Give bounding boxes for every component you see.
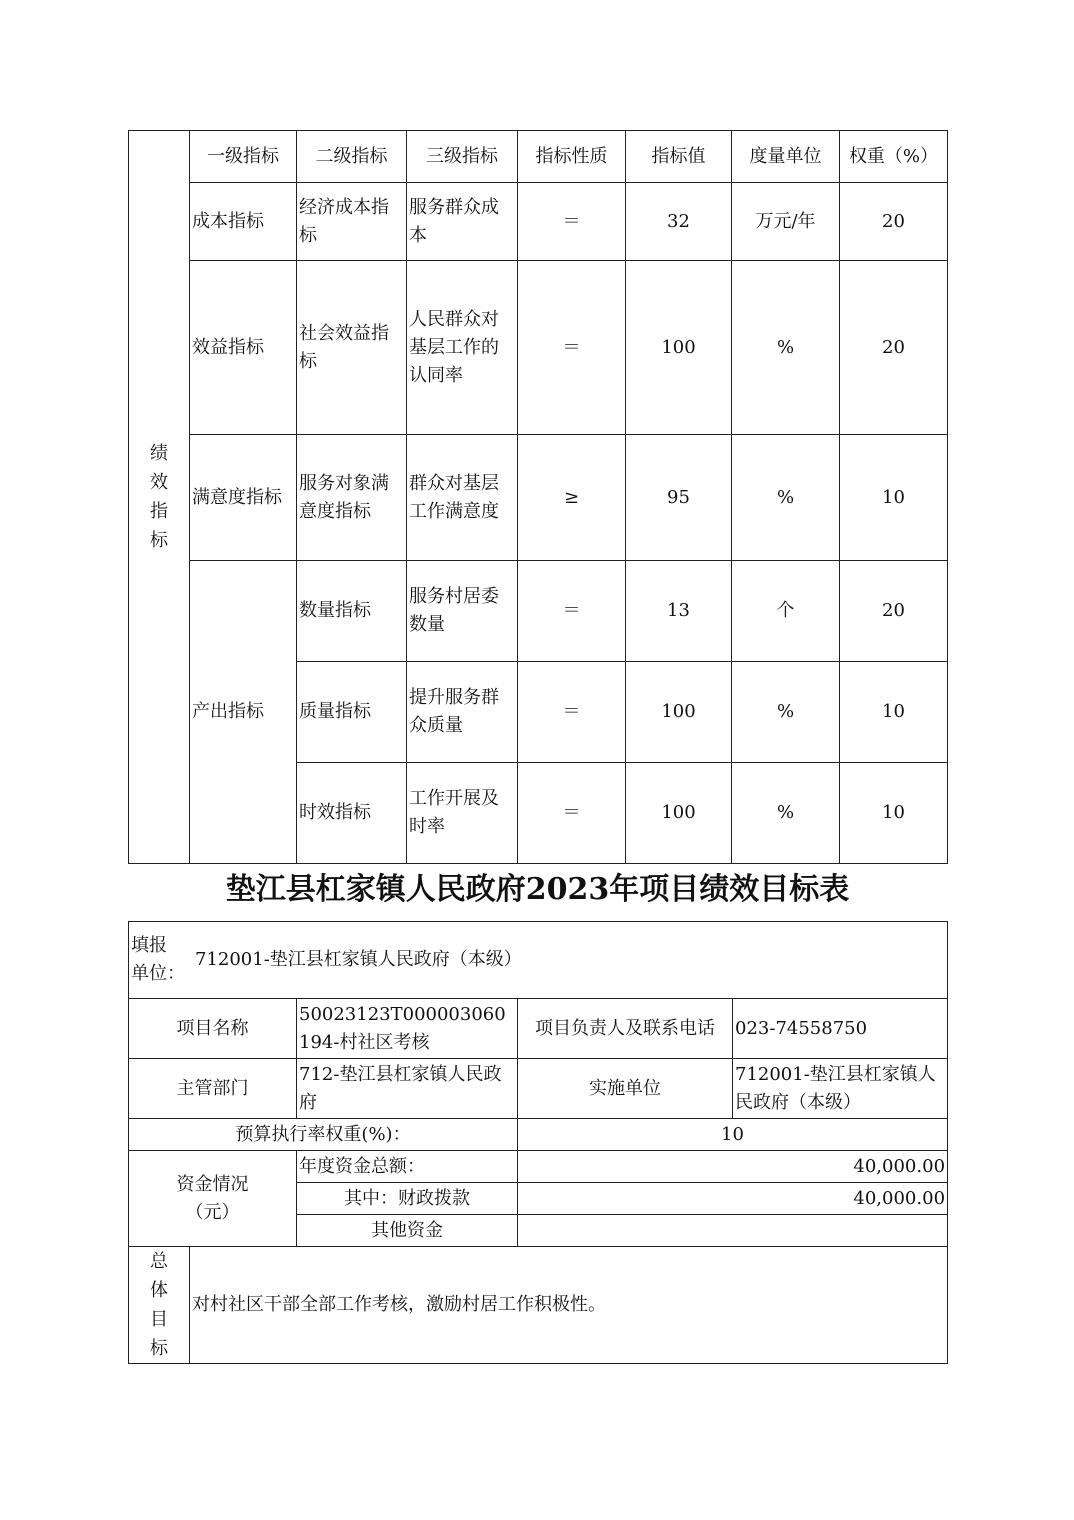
goal-label: 总 体 目 标 bbox=[129, 1247, 190, 1364]
row-level3: 人民群众对基层工作的认同率 bbox=[407, 261, 518, 435]
row-level3: 服务村居委数量 bbox=[407, 561, 518, 662]
impl-label: 实施单位 bbox=[518, 1059, 733, 1119]
row-level3: 服务群众成本 bbox=[407, 183, 518, 261]
row-level1: 产出指标 bbox=[190, 561, 297, 864]
row-level3: 工作开展及时率 bbox=[407, 763, 518, 864]
header-value: 指标值 bbox=[626, 131, 732, 183]
impl-value: 712001-垫江县杠家镇人民政府（本级） bbox=[733, 1059, 948, 1119]
row-level2: 数量指标 bbox=[297, 561, 407, 662]
header-unit: 度量单位 bbox=[732, 131, 840, 183]
project-name-label: 项目名称 bbox=[129, 999, 297, 1059]
row-nature: ＝ bbox=[518, 183, 626, 261]
row-level3: 提升服务群众质量 bbox=[407, 662, 518, 763]
row-weight: 10 bbox=[840, 662, 948, 763]
header-nature: 指标性质 bbox=[518, 131, 626, 183]
row-weight: 10 bbox=[840, 763, 948, 864]
row-unit: % bbox=[732, 662, 840, 763]
row-level1: 效益指标 bbox=[190, 261, 297, 435]
other-funds-label: 其他资金 bbox=[297, 1215, 518, 1247]
row-unit: % bbox=[732, 435, 840, 561]
row-unit: 万元/年 bbox=[732, 183, 840, 261]
header-level1: 一级指标 bbox=[190, 131, 297, 183]
header-weight: 权重（%） bbox=[840, 131, 948, 183]
row-value: 100 bbox=[626, 763, 732, 864]
fiscal-value: 40,000.00 bbox=[518, 1183, 948, 1215]
row-level2: 服务对象满意度指标 bbox=[297, 435, 407, 561]
budget-rate-label: 预算执行率权重(%)： bbox=[129, 1119, 518, 1151]
row-nature: ＝ bbox=[518, 261, 626, 435]
fiscal-label: 其中：财政拨款 bbox=[297, 1183, 518, 1215]
performance-indicator-table bbox=[128, 130, 948, 864]
row-level1: 满意度指标 bbox=[190, 435, 297, 561]
row-nature: ≥ bbox=[518, 435, 626, 561]
table-row bbox=[129, 183, 948, 261]
fill-unit-value: 712001-垫江县杠家镇人民政府（本级） bbox=[195, 949, 522, 970]
annual-total-value: 40,000.00 bbox=[518, 1151, 948, 1183]
row-level2: 质量指标 bbox=[297, 662, 407, 763]
row-level2: 时效指标 bbox=[297, 763, 407, 864]
row-nature: ＝ bbox=[518, 763, 626, 864]
row-nature: ＝ bbox=[518, 662, 626, 763]
dept-label: 主管部门 bbox=[129, 1059, 297, 1119]
contact-value: 023-74558750 bbox=[733, 999, 948, 1059]
header-level3: 三级指标 bbox=[407, 131, 518, 183]
row-value: 100 bbox=[626, 662, 732, 763]
budget-rate-value: 10 bbox=[518, 1119, 948, 1151]
goal-value: 对村社区干部全部工作考核，激励村居工作积极性。 bbox=[190, 1247, 948, 1364]
funds-label: 资金情况 （元） bbox=[129, 1151, 297, 1247]
row-nature: ＝ bbox=[518, 561, 626, 662]
dept-value: 712-垫江县杠家镇人民政府 bbox=[297, 1059, 518, 1119]
row-unit: % bbox=[732, 763, 840, 864]
table-row bbox=[129, 561, 948, 662]
row-unit: % bbox=[732, 261, 840, 435]
row-level1: 成本指标 bbox=[190, 183, 297, 261]
contact-label: 项目负责人及联系电话 bbox=[518, 999, 733, 1059]
header-level2: 二级指标 bbox=[297, 131, 407, 183]
row-weight: 20 bbox=[840, 261, 948, 435]
row-weight: 20 bbox=[840, 561, 948, 662]
row-level2: 经济成本指标 bbox=[297, 183, 407, 261]
fill-unit-label: 填报 单位： bbox=[131, 935, 185, 984]
row-value: 95 bbox=[626, 435, 732, 561]
table-row bbox=[129, 435, 948, 561]
project-name-value: 50023123T000003060194-村社区考核 bbox=[297, 999, 518, 1059]
row-level2: 社会效益指标 bbox=[297, 261, 407, 435]
project-info-table bbox=[128, 921, 948, 1364]
other-funds-value bbox=[518, 1215, 948, 1247]
row-value: 32 bbox=[626, 183, 732, 261]
row-weight: 20 bbox=[840, 183, 948, 261]
document-title: 垫江县杠家镇人民政府2023年项目绩效目标表 bbox=[225, 872, 850, 907]
perf-side-label: 绩 效 指 标 bbox=[129, 131, 190, 864]
fill-unit-cell bbox=[129, 922, 948, 999]
row-value: 100 bbox=[626, 261, 732, 435]
row-value: 13 bbox=[626, 561, 732, 662]
row-unit: 个 bbox=[732, 561, 840, 662]
table-row bbox=[129, 261, 948, 435]
row-weight: 10 bbox=[840, 435, 948, 561]
row-level3: 群众对基层工作满意度 bbox=[407, 435, 518, 561]
annual-total-label: 年度资金总额： bbox=[297, 1151, 518, 1183]
